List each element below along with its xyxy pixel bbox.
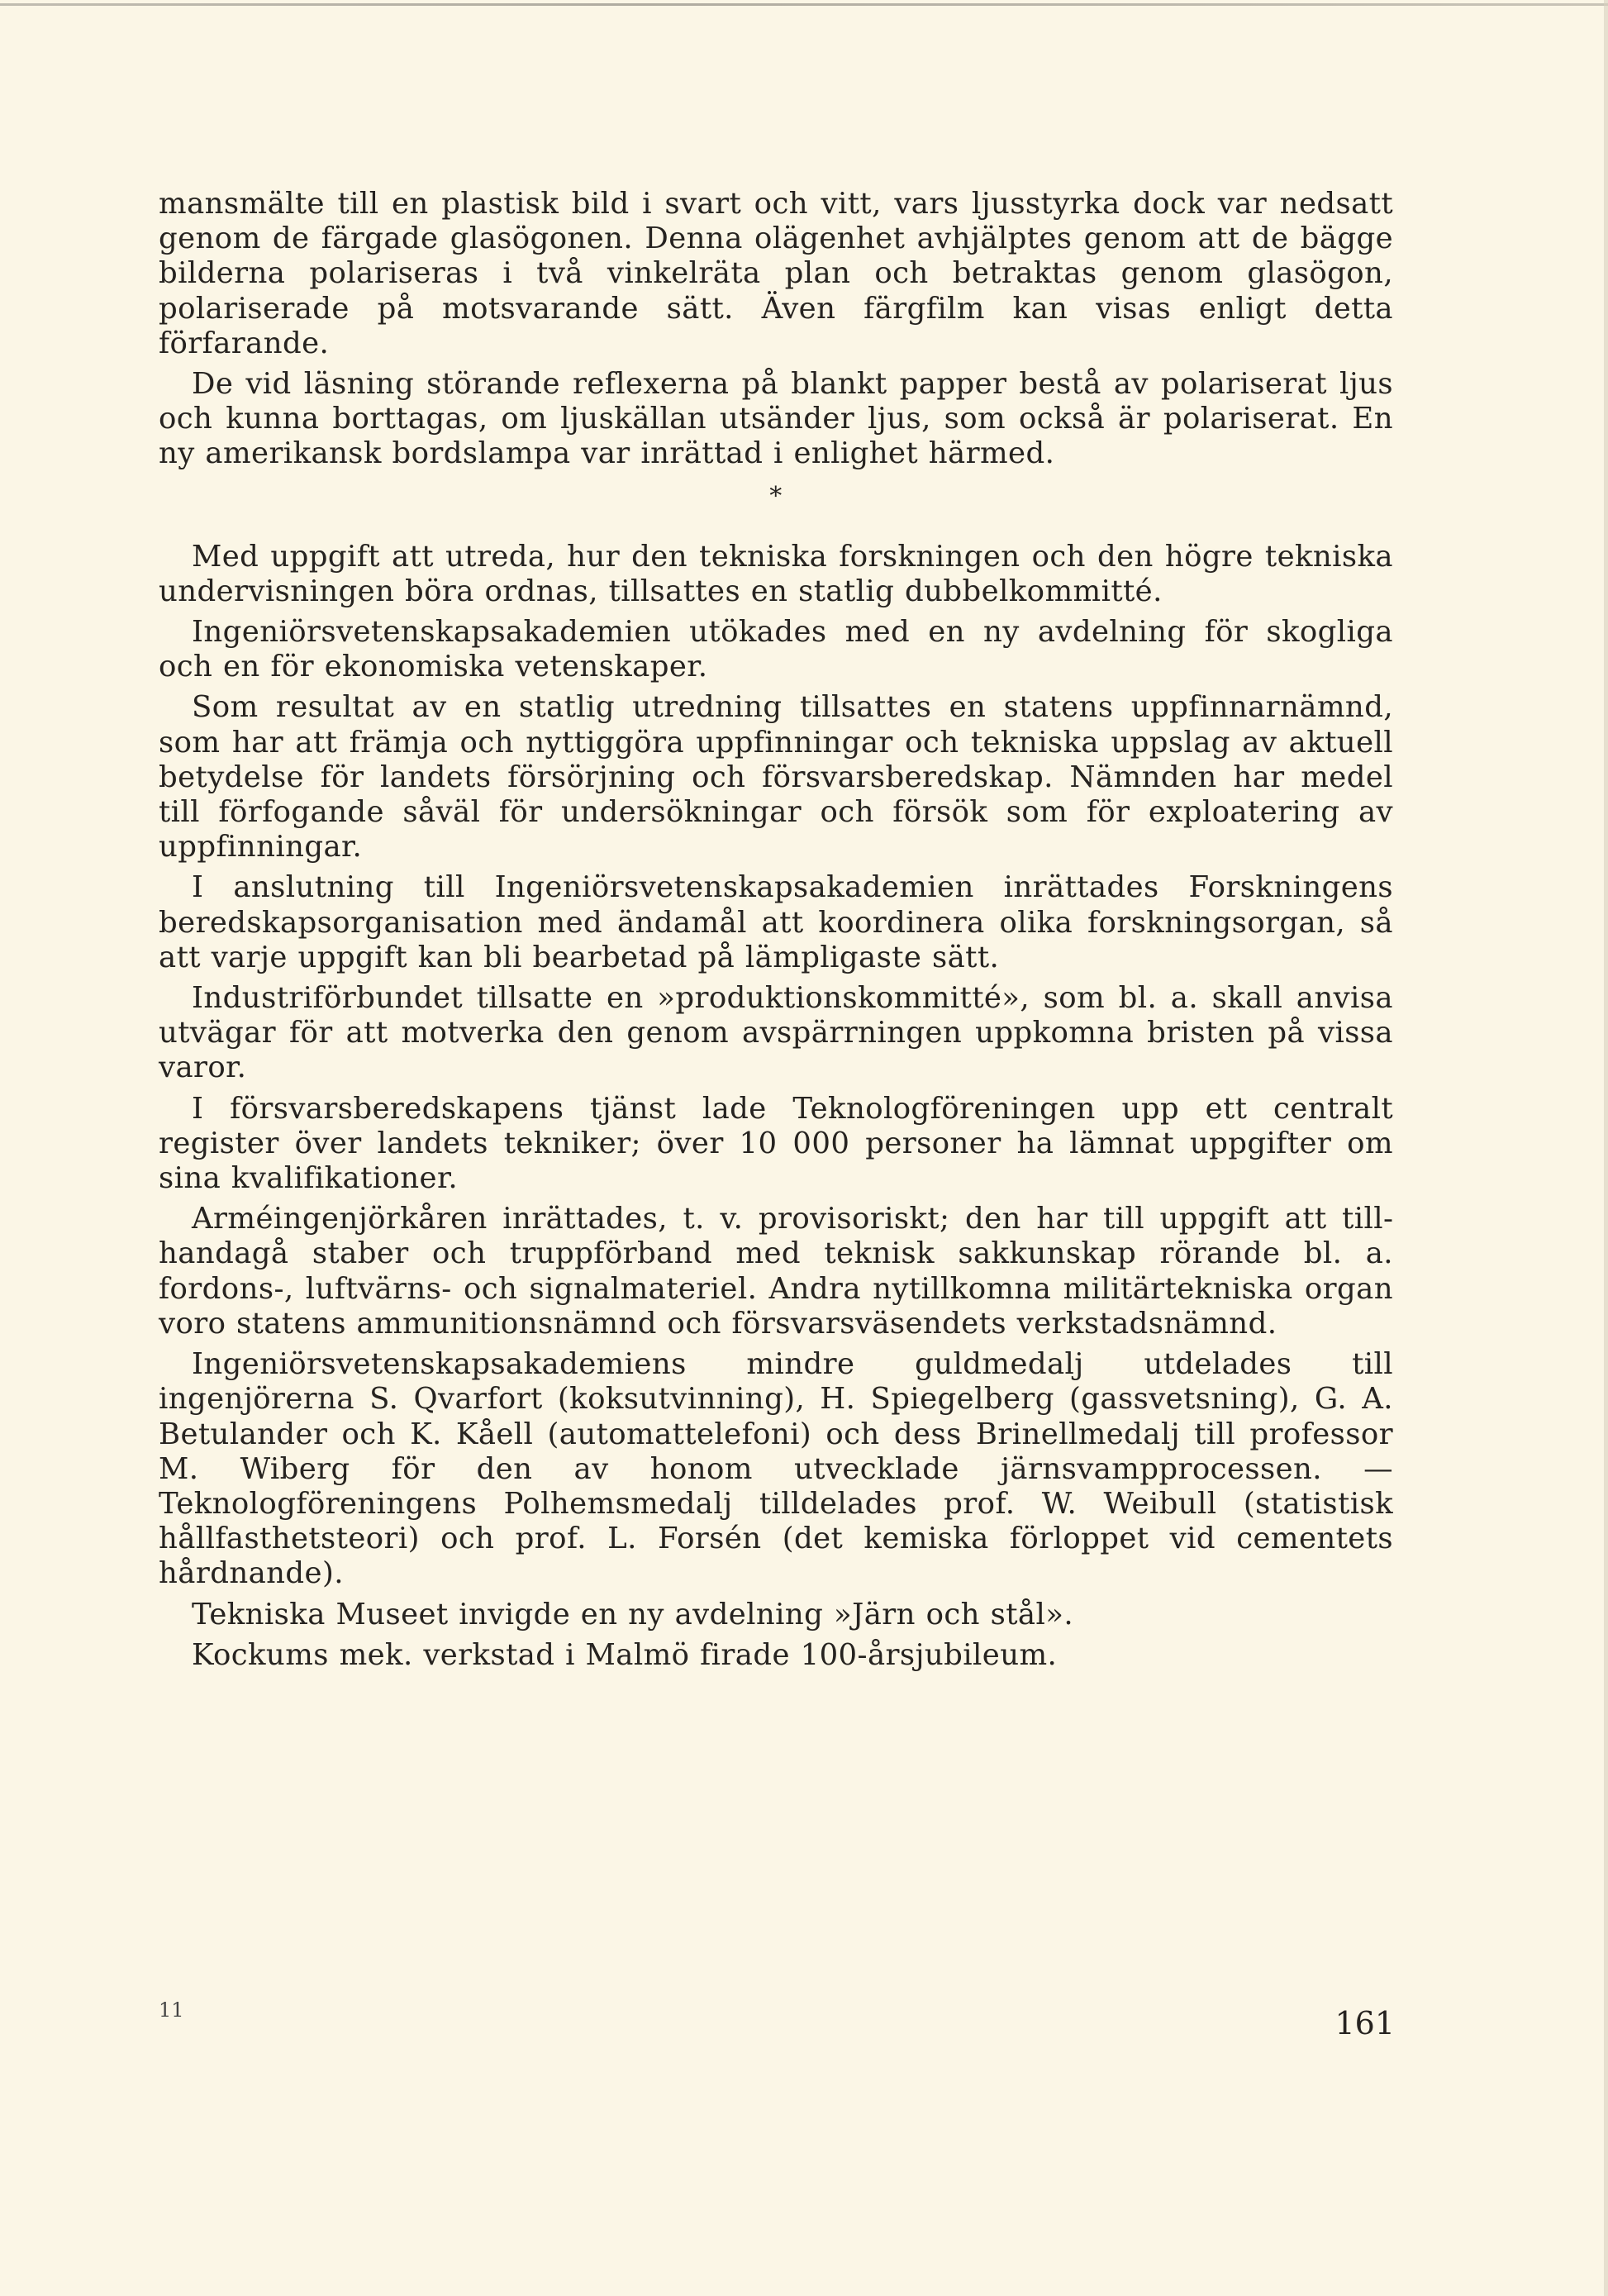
paragraph-kockums: Kockums mek. verkstad i Malmö firade 100-årsjubileum. <box>192 1637 1058 1672</box>
paragraph-uppfinnarnamnd: Som resultat av en statlig utredning tillsattes en statens uppfinnarnämnd, som har att främja och nyttiggöra uppfinningar och tekniska uppslag av aktuell betydelse för landets försörjning och försvarsberedskap. Nämnden har medel till förfogande såväl för undersökningar och försök som för exploatering av uppfinningar. <box>159 690 1393 865</box>
signature-mark: 11 <box>159 1998 184 2022</box>
paragraph-armeingenjorkaren: Arméingenjörkåren inrättades, t. v. provisoriskt; den har till uppgift att tillhandagå staber och truppförband med teknisk sakkunskap rörande bl. a. fordons-, luftvärns- och signalmateriel. Andra nytillkomna militärtekniska organ voro statens ammunitionsnämnd och försvarsväsendets verkstadsnämnd. <box>159 1202 1393 1341</box>
body-text <box>159 187 1393 1679</box>
paragraph-produktionskommitte: Industriförbundet tillsatte en »produktionskommitté», som bl. a. skall anvisa utvägar för att motverka den genom avspärrningen uppkomna bristen på vissa varor. <box>159 981 1393 1085</box>
top-edge-rule <box>0 3 1608 6</box>
paragraph-polarized-film: mansmälte till en plastisk bild i svart och vitt, vars ljusstyrka dock var nedsatt genom de färgade glasögonen. Denna olägenhet avhjälptes genom att de bägge bilderna polariseras i två vinkelräta plan och betraktas genom glasögon, polariserade på motsvarande sätt. Även färgfilm kan visas enligt detta förfarande. <box>159 187 1393 360</box>
paragraph-beredskapsorganisation: I anslutning till Ingeniörsvetenskapsakademien inrättades Forskningens beredskapsorganisation med ändamål att koordinera olika forskningsorgan, så att varje uppgift kan bli bearbetad på lämpligaste sätt. <box>159 870 1393 974</box>
paragraph-ingenjorsvetenskapsakademien: Ingeniörsvetenskapsakademien utökades med en ny avdelning för skogliga och en för ekonomiska vetenskaper. <box>159 615 1393 684</box>
paragraph-reflections: De vid läsning störande reflexerna på blankt papper bestå av polariserat ljus och kunna borttagas, om ljuskällan utsänder ljus, som också är polariserat. En ny amerikansk bordslampa var inrättad i enlighet härmed. <box>159 367 1393 471</box>
paragraph-register: I försvarsberedskapens tjänst lade Teknologföreningen upp ett centralt register över landets tekniker; över 10 000 personer ha lämnat uppgifter om sina kvalifikationer. <box>159 1091 1393 1196</box>
paragraph-medaljer: Ingeniörsvetenskapsakademiens mindre guldmedalj utdelades till ingenjörerna S. Qvarfort (koksutvinning), H. Spiegelberg (gassvetsning), G. A. Betulander och K. Kåell (automattelefoni) och dess Brinellmedalj till professor M. Wiberg för den av honom utvecklade järnsvampprocessen. — Teknologföreningens Polhemsmedalj tilldelades prof. W. Weibull (statistisk hållfasthetsteori) och prof. L. Forsén (det kemiska förloppet vid cementets hårdnande). <box>159 1347 1393 1591</box>
paragraph-tekniska-museet: Tekniska Museet invigde en ny avdelning »Järn och stål». <box>192 1597 1074 1631</box>
page-number: 161 <box>1334 2005 1395 2041</box>
page-edge-shadow <box>1604 0 1608 2296</box>
paragraph-dubbelkommitte: Med uppgift att utreda, hur den tekniska forskningen och den högre tekniska undervisningen böra ordnas, tillsattes en statlig dubbelkommitté. <box>159 539 1393 608</box>
section-separator: * <box>769 481 783 511</box>
